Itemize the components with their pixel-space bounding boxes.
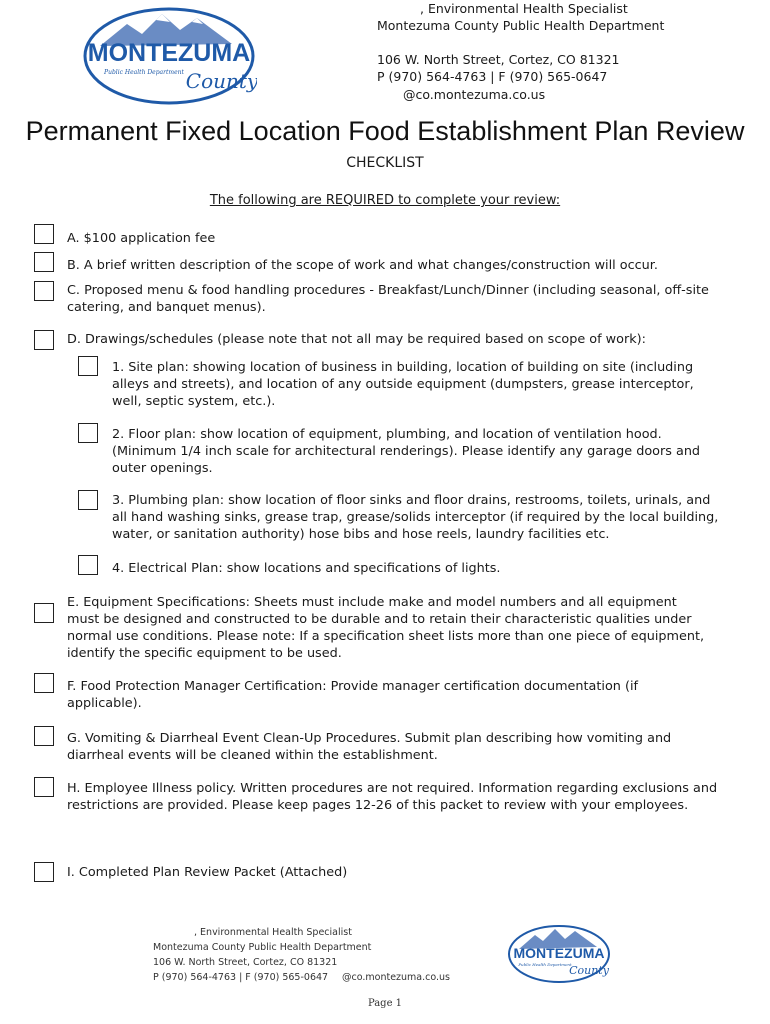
footer-logo-tagline: Public Health Department — [518, 962, 572, 967]
logo-tagline: Public Health Department — [104, 69, 184, 76]
checkbox-i[interactable] — [34, 862, 54, 882]
item-d-label: D. Drawings/schedules (please note that not all may be required based on scope of work): — [67, 332, 646, 347]
header-address: 106 W. North Street, Cortez, CO 81321 — [377, 52, 620, 67]
checkbox-b[interactable] — [34, 252, 54, 272]
header-phone: P (970) 564-4763 | F (970) 565-0647 — [377, 69, 608, 84]
checkbox-c[interactable] — [34, 281, 54, 301]
item-f-label: F. Food Protection Manager Certification: Provide manager certification documentation (if applicable). — [67, 679, 639, 711]
page-title: Permanent Fixed Location Food Establishment Plan Review — [25, 116, 745, 146]
header-specialist: , Environmental Health Specialist — [420, 1, 628, 16]
footer-logo-subtitle: County — [569, 964, 609, 977]
checkbox-a[interactable] — [34, 224, 54, 244]
footer-phone: P (970) 564-4763 | F (970) 565-0647 — [153, 972, 329, 983]
checkbox-f[interactable] — [34, 673, 54, 693]
footer-logo-title: MONTEZUMA — [513, 945, 605, 961]
checkbox-h[interactable] — [34, 777, 54, 797]
footer-logo — [507, 923, 611, 985]
checkbox-d[interactable] — [34, 330, 54, 350]
item-d4-label: 4. Electrical Plan: show locations and specifications of lights. — [112, 561, 501, 576]
page-number: Page 1 — [367, 998, 403, 1009]
item-e-label: E. Equipment Specifications: Sheets must include make and model numbers and all equipment must be designed and constructed to be durable and to retain their characteristic qualities under normal use conditions. Please note: If a specification sheet lists more than one piece of equipment, identify the specific equipment to be used. — [67, 595, 705, 661]
header-department: Montezuma County Public Health Department — [377, 18, 665, 33]
checkbox-d1[interactable] — [78, 356, 98, 376]
checkbox-d4[interactable] — [78, 555, 98, 575]
checkbox-e[interactable] — [34, 603, 54, 623]
item-d1-label: 1. Site plan: showing location of business in building, location of building on site (including alleys and streets), and location of any outside equipment (dumpsters, grease interceptor, well, septic system, etc.). — [112, 360, 694, 409]
checklist-heading: CHECKLIST — [346, 155, 424, 171]
item-g-label: G. Vomiting & Diarrheal Event Clean-Up Procedures. Submit plan describing how vomiting and diarrheal events will be cleaned within the establishment. — [67, 731, 672, 763]
checkbox-g[interactable] — [34, 726, 54, 746]
checkbox-d3[interactable] — [78, 490, 98, 510]
header-email: @co.montezuma.co.us — [403, 87, 546, 102]
item-d3-label: 3. Plumbing plan: show location of floor sinks and floor drains, restrooms, toilets, urinals, and all hand washing sinks, grease trap, grease/solids interceptor (if required by the local building, water, or sanitation authority) hose bibs and hose reels, laundry facilities etc. — [112, 493, 719, 542]
item-b-label: B. A brief written description of the scope of work and what changes/construction will occur. — [67, 258, 658, 273]
logo-subtitle: County — [185, 69, 257, 93]
item-d2-label: 2. Floor plan: show location of equipment, plumbing, and location of ventilation hood. (Minimum 1/4 inch scale for architectural renderings). Please identify any garage doors and outer openings. — [112, 427, 701, 476]
required-heading: The following are REQUIRED to complete your review: — [209, 193, 561, 208]
item-h-label: H. Employee Illness policy. Written procedures are not required. Information regarding exclusions and restrictions are provided. Please keep pages 12-26 of this packet to review with your employees. — [67, 781, 718, 813]
item-a-label: A. $100 application fee — [67, 231, 216, 246]
item-i-label: I. Completed Plan Review Packet (Attached) — [67, 865, 348, 880]
footer-department: Montezuma County Public Health Department — [153, 942, 372, 953]
logo-title: MONTEZUMA — [87, 39, 251, 67]
item-c-label: C. Proposed menu & food handling procedures - Breakfast/Lunch/Dinner (including seasonal, off-site catering, and banquet menus). — [67, 283, 709, 315]
header-logo — [82, 6, 257, 106]
footer-specialist: , Environmental Health Specialist — [194, 927, 352, 938]
footer-address: 106 W. North Street, Cortez, CO 81321 — [153, 957, 338, 968]
footer-email: @co.montezuma.co.us — [342, 972, 451, 983]
checkbox-d2[interactable] — [78, 423, 98, 443]
